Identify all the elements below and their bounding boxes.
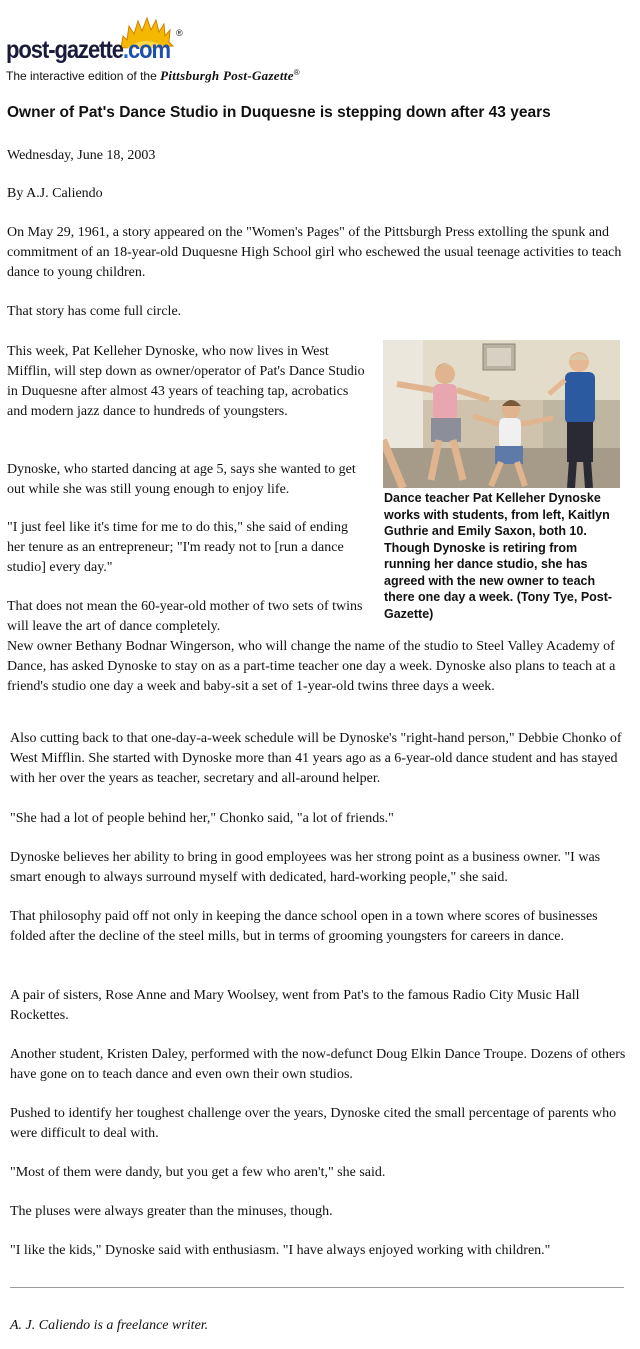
paragraph-7: Also cutting back to that one-day-a-week schedule will be Dynoske's "right-hand person," Debbie Chonko of West Mifflin. She started with Dynoske more than 41 years ago as a 6-year-old dance student and has stayed with her over the years as teacher, secretary and all-around helper. [10, 731, 622, 786]
tagline-paper-name: Pittsburgh Post-Gazette [160, 68, 294, 83]
paragraph-8: "She had a lot of people behind her," Chonko said, "a lot of friends." [10, 811, 394, 826]
paragraph-4: Dynoske, who started dancing at age 5, says she wanted to get out while she was still young enough to enjoy life. [7, 462, 356, 497]
dance-class-photo-icon [383, 340, 620, 488]
paragraph-16: "I like the kids," Dynoske said with enthusiasm. "I have always enjoyed working with children." [10, 1243, 551, 1258]
site-logo[interactable] [6, 14, 346, 84]
paragraph-1: On May 29, 1961, a story appeared on the "Women's Pages" of the Pittsburgh Press extolling the spunk and commitment of an 18-year-old Duquesne High School girl who eschewed the usual teenage activities to teach dance to young children. [7, 225, 622, 280]
logo-name: post-gazette [6, 36, 123, 64]
paragraph-15: The pluses were always greater than the minuses, though. [10, 1204, 333, 1219]
author-note: A. J. Caliendo is a freelance writer. [10, 1318, 209, 1333]
tagline-prefix: The interactive edition of the [6, 69, 157, 83]
tagline [6, 68, 300, 84]
paragraph-6-wrapped: That does not mean the 60-year-old mother of two sets of twins will leave the art of dance completely. [7, 599, 363, 634]
logo-dot: . [122, 36, 128, 64]
paragraph-2: That story has come full circle. [7, 304, 182, 319]
article-date: Wednesday, June 18, 2003 [7, 148, 156, 163]
paragraph-6-full: New owner Bethany Bodnar Wingerson, who will change the name of the studio to Steel Valley Academy of Dance, has asked Dynoske to stay on as a part-time teacher one day a week. Dynoske also plans to teach at a friend's studio one day a week and baby-sit a set of 1-year-old twins three days a week. [7, 639, 616, 694]
paragraph-10: That philosophy paid off not only in keeping the dance school open in a town where scores of businesses folded after the decline of the steel mills, but in terms of grooming youngsters for careers in dance. [10, 909, 598, 944]
article-byline: By A.J. Caliendo [7, 186, 103, 201]
paragraph-3: This week, Pat Kelleher Dynoske, who now lives in West Mifflin, will step down as owner/operator of Pat's Dance Studio in Duquesne after almost 43 years of teaching tap, acrobatics and modern jazz dance to hundreds of youngsters. [7, 344, 365, 419]
article-headline: Owner of Pat's Dance Studio in Duquesne is stepping down after 43 years [7, 104, 551, 121]
paragraph-9: Dynoske believes her ability to bring in good employees was her strong point as a business owner. "I was smart enough to always surround myself with dedicated, hard-working people," she said. [10, 850, 601, 885]
footer-divider [10, 1287, 624, 1288]
logo-wordmark [6, 36, 170, 65]
paragraph-11: A pair of sisters, Rose Anne and Mary Woolsey, went from Pat's to the famous Radio City Music Hall Rockettes. [10, 988, 580, 1023]
tagline-registered-mark: ® [293, 68, 300, 77]
logo-registered-mark: ® [176, 28, 183, 38]
article-photo [383, 340, 620, 488]
paragraph-12: Another student, Kristen Daley, performed with the now-defunct Doug Elkin Dance Troupe. Dozens of others have gone on to teach dance and even own their own studios. [10, 1047, 626, 1082]
paragraph-14: "Most of them were dandy, but you get a few who aren't," she said. [10, 1165, 386, 1180]
paragraph-5: "I just feel like it's time for me to do this," she said of ending her tenure as an entrepreneur; "I'm ready not to [run a dance studio] every day." [7, 520, 348, 575]
paragraph-13: Pushed to identify her toughest challenge over the years, Dynoske cited the small percentage of parents who were difficult to deal with. [10, 1106, 617, 1141]
photo-caption: Dance teacher Pat Kelleher Dynoske works with students, from left, Kaitlyn Guthrie and Emily Saxon, both 10. Though Dynoske is retiring from running her dance studio, she has agreed with the new owner to teach there one day a week. (Tony Tye, Post-Gazette) [384, 491, 613, 621]
logo-tld: com [127, 36, 171, 64]
